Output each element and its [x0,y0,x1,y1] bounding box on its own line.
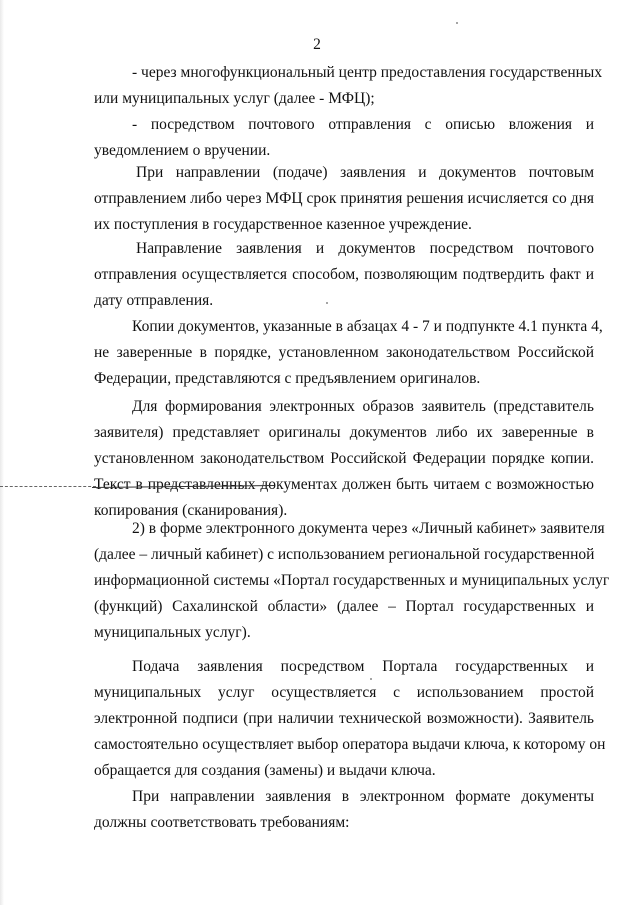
text-line: (далее – личный кабинет) с использованием региональной государственной [94,546,595,563]
text-line: не заверенные в порядке, установленном законодательством Российской [94,344,594,361]
text-line: их поступления в государственное казенное учреждение. [94,216,472,233]
text-line: - посредством почтового отправления с описью вложения и [132,116,594,133]
text-line: уведомлением о вручении. [94,142,271,159]
paragraph-electronic-images [94,394,594,524]
text-line: - через многофункциональный центр предоставления государственных [132,64,603,81]
text-line: Подача заявления посредством Портала государственных и [132,658,594,675]
text-line: 2) в форме электронного документа через «Личный кабинет» заявителя [132,520,605,537]
text-line: должны соответствовать требованиям: [94,814,350,831]
text-line: самостоятельно осуществляет выбор оператора выдачи ключа, к которому он [94,736,606,753]
text-line: муниципальных услуг осуществляется с использованием простой [94,684,594,701]
text-line: При направлении (подаче) заявления и документов почтовым [136,164,594,181]
text-line: отправлением либо через МФЦ срок принятия решения исчисляется со дня [94,190,594,207]
text-line: установленном законодательством Российской Федерации порядке копии. [94,450,594,467]
text-line: (функций) Сахалинской области» (далее – Портал государственных и [94,598,594,615]
text-line: Для формирования электронных образов заявитель (представитель [132,398,594,415]
text-line: заявителя) представляет оригиналы документов либо их заверенные в [94,424,594,441]
text-line: информационной системы «Портал государственных и муниципальных услуг [94,572,610,589]
text-line: Текст в представленных документах должен быть читаем с возможностью [94,476,594,493]
text-line: электронной подписи (при наличии технической возможности). Заявитель [94,710,594,727]
text-line: Копии документов, указанные в абзацах 4 - 7 и подпункте 4.1 пункта 4, [132,318,603,335]
text-line: копирования (сканирования). [94,502,288,519]
text-line: Направление заявления и документов посредством почтового [136,240,594,257]
scan-artifact-dot [456,22,458,24]
text-line: При направлении заявления в электронном формате документы [132,788,594,805]
text-line: Федерации, представляются с предъявлением оригиналов. [94,370,481,387]
paragraph-decision-term [94,160,594,238]
text-line: обращается для создания (замены) и выдачи ключа. [94,762,436,779]
text-line: отправления осуществляется способом, позволяющим подтвердить факт и [94,266,594,283]
paragraph-electronic-format [94,784,594,836]
paragraph-mfc [94,60,603,112]
text-line: или муниципальных услуг (далее - МФЦ); [94,90,375,107]
text-line: муниципальных услуг). [94,624,251,641]
paragraph-postal-method [94,236,594,314]
paragraph-copies [94,314,603,392]
scan-artifact-dot [370,678,372,680]
scan-artifact-dashed-line [0,486,96,487]
page-number: 2 [313,36,321,53]
scan-artifact-dot [326,302,328,304]
scan-edge-shadow [0,0,4,905]
paragraph-portal-submission [94,654,606,784]
paragraph-postal [94,112,594,164]
paragraph-personal-account [94,516,610,646]
text-line: дату отправления. [94,292,214,309]
